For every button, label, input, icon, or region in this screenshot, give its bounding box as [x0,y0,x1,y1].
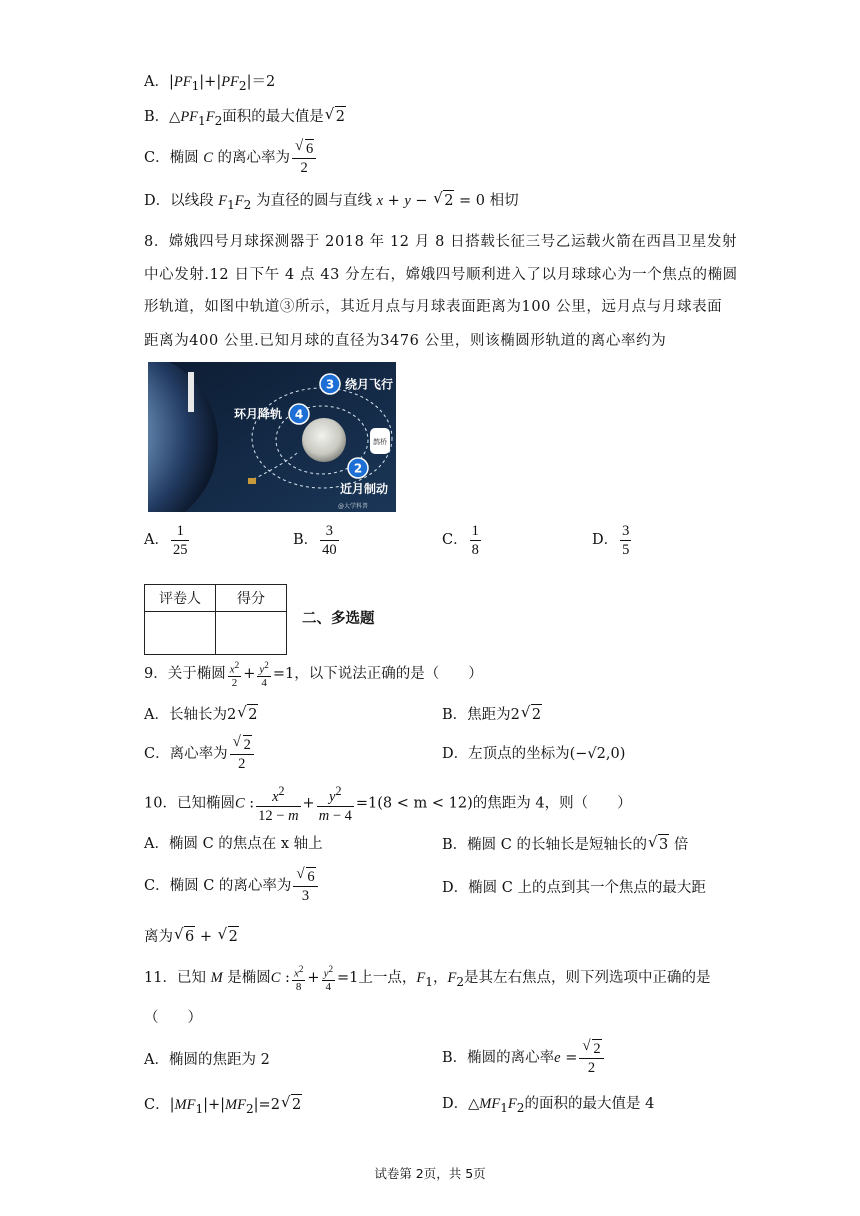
q11-stem: 11．已知 M 是椭圆C : $\frac{x^2}{8}$ + $\frac{y^2}{4}$ =1上一点，$F_1$，$F_2$是其左右焦点，则下列选项中正确的是 [144,964,711,993]
score-cell[interactable] [216,612,287,655]
score-table [144,584,287,655]
q9-option-a: A．长轴长为2√ 2 [144,704,258,725]
q10-option-b: B．椭圆 C 的长轴长是短轴长的√ 3 倍 [442,834,688,855]
q11-option-b: B．椭圆的离心率e = √ $\frac{2}{2}$ [442,1036,606,1080]
score-table-header-score: 得分 [216,585,287,612]
score-table-header-grader: 评卷人 [145,585,216,612]
q10-option-a: A．椭圆 C 的焦点在 x 轴上 [144,836,323,852]
q7-option-c: C．椭圆 C 的离心率为 √ $\frac{6}{2}$ [144,136,318,180]
section-title: 二、多选题 [302,611,375,627]
q11-option-d: D．$\triangle MF_1F_2$的面积的最大值是 4 [442,1096,655,1115]
svg-text:@大学科普: @大学科普 [338,503,369,510]
rocket [188,372,194,412]
svg-text:环月降轨: 环月降轨 [234,407,283,421]
q10-option-d: D．椭圆 C 上的点到其一个焦点的最大距 [442,880,706,896]
q11-paren: （ ） [144,1010,202,1026]
q8-line3: 形轨道，如图中轨道③所示，其近月点与月球表面距离为100 公里，远月点与月球表面 [144,299,723,315]
q11-option-c: C．$|MF_1|+|MF_2|=2√$ 2 [144,1094,302,1119]
q10-option-d-cont: 离为√ 6 + √ 2 [144,926,239,947]
probe [248,478,256,484]
q9-stem: 9．关于椭圆 $\frac{x^2}{2}$ + $\frac{y^2}{4}$ =1，以下说法正确的是（ ） [144,660,483,689]
svg-text:近月制动: 近月制动 [340,482,389,496]
orbit-diagram-image [148,362,396,512]
svg-text:4: 4 [294,407,304,422]
q9-option-c: C．离心率为 √ $\frac{2}{2}$ [144,732,256,776]
page-footer: 试卷第 2页，共 5页 [374,1166,486,1181]
svg-text:绕月飞行: 绕月飞行 [345,377,394,392]
q10-option-c: C．椭圆 C 的离心率为 √ $\frac{6}{3}$ [144,864,320,908]
q8-option-c: C． $\frac{1}{8}$ [442,522,479,558]
moon [302,418,346,462]
svg-text:鹊桥: 鹊桥 [373,438,387,446]
q9-option-b: B．焦距为2√ 2 [442,704,542,725]
q11-option-a: A．椭圆的焦距为 2 [144,1052,270,1068]
q7-option-d: D．以线段 $F_1F_2$ 为直径的圆与直线 x + y − √ 2 = 0 相切 [144,190,519,215]
q8-option-a: A． $\frac{1}{25}$ [144,522,188,558]
q7-option-a: A．$|PF_1|+|PF_2|=2$ [144,74,276,93]
q8-line2: 中心发射.12 日下午 4 点 43 分左右，嫦娥四号顺利进入了以月球球心为一个焦点的椭圆 [144,267,738,283]
svg-text:3: 3 [325,377,335,392]
q7-option-b: B．$\triangle PF_1F_2$面积的最大值是√ 2 [144,106,346,131]
q8-option-b: B． $\frac{3}{40}$ [293,522,337,558]
q8-line1: 8．嫦娥四号月球探测器于 2018 年 12 月 8 日搭载长征三号乙运载火箭在西昌卫星发射 [144,234,738,250]
q9-option-d: D．左顶点的坐标为(−√2,0) [442,746,626,762]
q8-option-d: D． $\frac{3}{5}$ [592,522,630,558]
svg-text:2: 2 [353,461,363,476]
q10-stem: 10．已知椭圆C : $\frac{x^2}{12 - m}$ + $\frac{y^2}{m - 4}$ =1(8 < m < 12)的焦距为 4，则（ ） [144,784,632,824]
q8-line4: 距离为400 公里.已知月球的直径为3476 公里，则该椭圆形轨道的离心率约为 [144,333,667,349]
grader-cell[interactable] [145,612,216,655]
